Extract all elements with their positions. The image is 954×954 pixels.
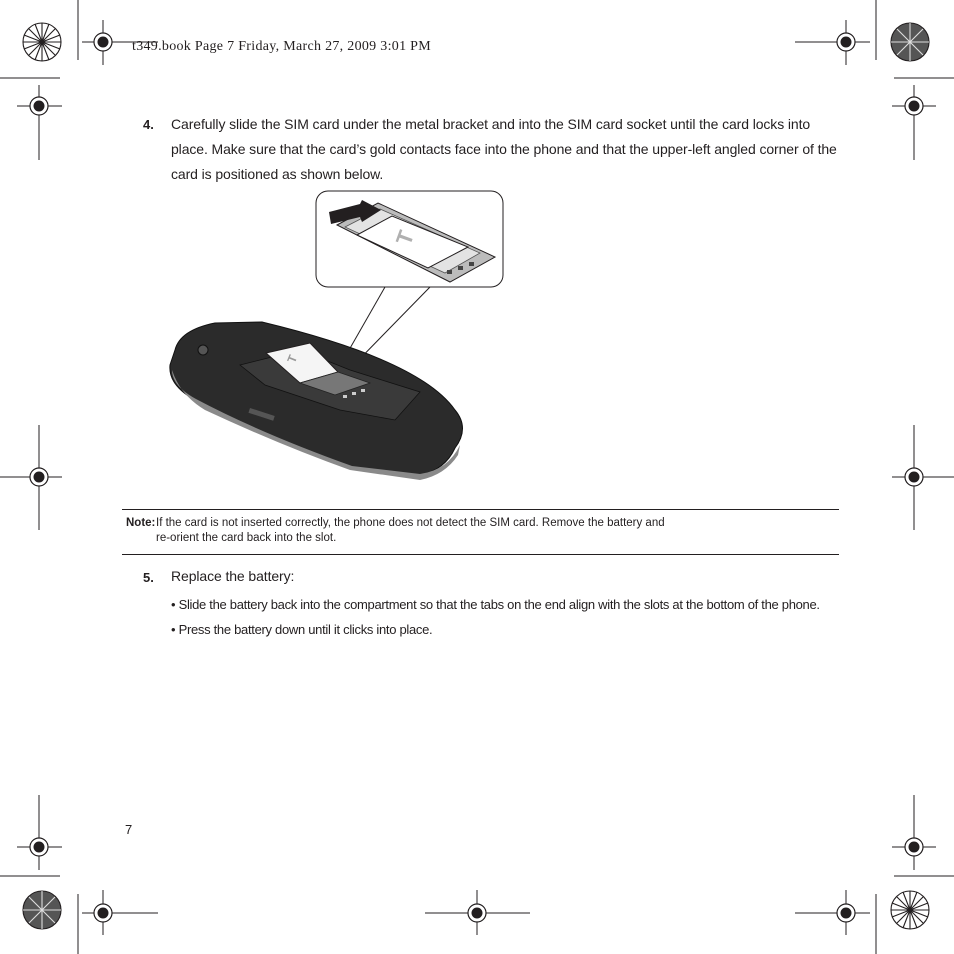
step-5-text: Replace the battery: xyxy=(171,568,295,584)
step-4-number: 4. xyxy=(143,117,154,132)
svg-text:T: T xyxy=(284,352,301,365)
step-4-text xyxy=(171,112,851,187)
note-line: re-orient the card back into the slot. xyxy=(156,532,337,544)
bullet-text: Press the battery down until it clicks into place. xyxy=(178,622,433,637)
bullet-item xyxy=(171,622,432,637)
page-number: 7 xyxy=(125,822,133,837)
bullet-text: Slide the battery back into the compartment so that the tabs on the end align with the slots at the bottom of the phone. xyxy=(178,597,820,612)
phone-back xyxy=(170,322,463,480)
step-4-line: card is positioned as shown below. xyxy=(171,166,384,182)
note-label: Note: xyxy=(126,517,156,529)
bullet-dot: • xyxy=(171,622,176,637)
step-4-line: Carefully slide the SIM card under the metal bracket and into the SIM card socket until the card locks into xyxy=(171,116,811,132)
book-header-line: t349.book Page 7 Friday, March 27, 2009 3:01 PM xyxy=(132,39,432,54)
step-5-number: 5. xyxy=(143,570,154,585)
note-text xyxy=(156,516,665,546)
bullet-item xyxy=(171,597,820,612)
svg-text:T: T xyxy=(390,227,419,249)
note-line: If the card is not inserted correctly, the phone does not detect the SIM card. Remove the battery and xyxy=(156,517,665,529)
step-4-line: place. Make sure that the card’s gold contacts face into the phone and that the upper-left angled corner of the xyxy=(171,141,837,157)
bullet-dot: • xyxy=(171,597,176,612)
